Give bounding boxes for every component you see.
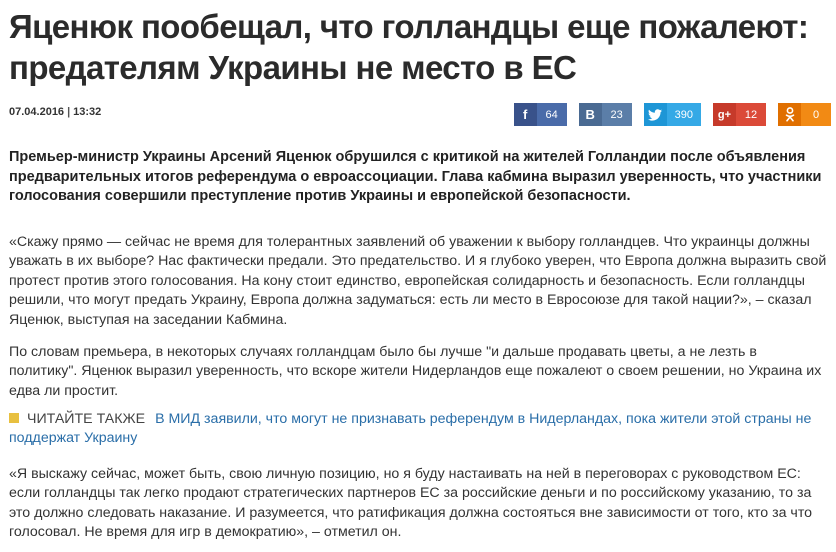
article-lead: Премьер-министр Украины Арсений Яценюк обрушился с критикой на жителей Голландии после объявления предварительных итогов референдума о евроассоциации. Глава кабмина выразил уверенность, что участники голосования совершили преступление против Украины и европейской безопасности. <box>9 149 822 204</box>
share-vk-button[interactable] <box>579 103 632 126</box>
share-odnoklassniki-button[interactable] <box>778 103 831 126</box>
related-article <box>9 410 829 449</box>
share-count-google-plus: 12 <box>736 103 766 126</box>
vk-icon: В <box>579 103 602 126</box>
related-marker-icon <box>9 413 19 423</box>
google-plus-icon: g+ <box>713 103 736 126</box>
share-count-vk: 23 <box>602 103 632 126</box>
related-label: ЧИТАЙТЕ ТАКЖЕ <box>27 411 146 427</box>
article-paragraph: «Скажу прямо — сейчас не время для толерантных заявлений об уважении к выбору голландцев. Что украинцы должны уважать в их выборе? Нас фактически предали. Это предательство. И я глубоко уверен, что Европа должна выразить свой протест против этого голосования. На кону стоит единство, европейская солидарность и безопасность. Если голландцы решили, что могут предать Украину, Европа должна задуматься: есть ли место в Евросоюзе для такой нации?», – сказал Яценюк, выступая на заседании Кабмина. <box>9 234 827 328</box>
share-count-twitter: 390 <box>667 103 701 126</box>
article-date: 07.04.2016 <box>9 106 65 118</box>
article-datetime <box>9 106 101 118</box>
article-paragraph: «Я выскажу сейчас, может быть, свою личную позицию, но я буду настаивать на ней в переговорах с руководством ЕС: если голландцы так легко продают стратегических партнеров ЕС за российские деньги и по российскому указанию, то за это должно следовать наказание. И разумеется, что ратификация должна состояться вне зависимости от того, кто за что голосовал. Не время для игр в демократию», – отметил он. <box>9 466 813 541</box>
datetime-separator: | <box>67 106 71 118</box>
facebook-icon: f <box>514 103 537 126</box>
related-article-link[interactable]: В МИД заявили, что могут не признавать референдум в Нидерландах, пока жители этой страны не поддержат Украину <box>9 411 812 447</box>
twitter-icon <box>644 103 667 126</box>
share-twitter-button[interactable] <box>644 103 701 126</box>
article-paragraph: По словам премьера, в некоторых случаях голландцам было бы лучше "и дальше продавать цветы, а не лезть в политику". Яценюк выразил уверенность, что вскоре жители Нидерландов еще пожалеют о своем решении, но Украина их едва ли простит. <box>9 344 822 399</box>
odnoklassniki-icon <box>778 103 801 126</box>
share-count-facebook: 64 <box>537 103 567 126</box>
article-headline: Яценюк пообещал, что голландцы еще пожалеют: предателям Украины не место в ЕС <box>9 8 809 86</box>
share-google-plus-button[interactable] <box>713 103 766 126</box>
share-facebook-button[interactable] <box>514 103 567 126</box>
share-bar <box>514 103 831 126</box>
share-count-odnoklassniki: 0 <box>801 103 831 126</box>
article-time: 13:32 <box>73 106 102 118</box>
